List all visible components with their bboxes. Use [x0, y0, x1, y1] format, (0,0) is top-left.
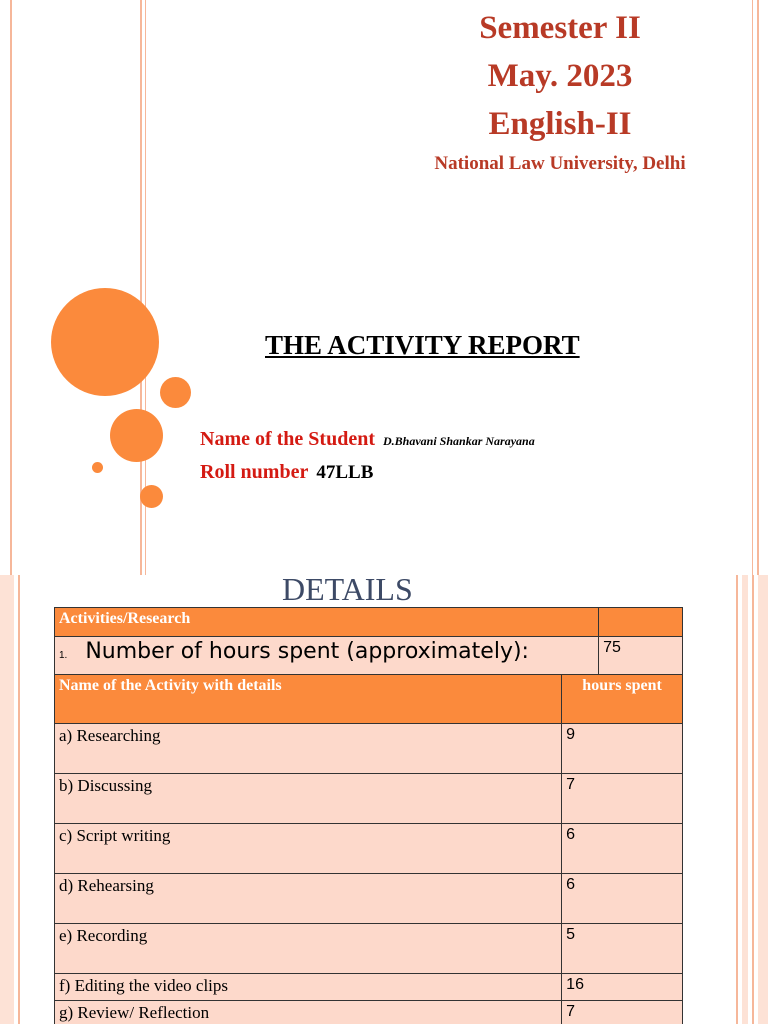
activity-hours-cell: 7 — [562, 774, 683, 824]
activity-name-cell: d) Rehearsing — [55, 874, 562, 924]
semester-title: Semester II — [479, 10, 641, 46]
roll-number-line — [200, 461, 373, 484]
decorative-circle-small — [140, 485, 163, 508]
decorative-band — [0, 575, 14, 1024]
table-section-header-row — [55, 608, 683, 637]
activity-hours-cell: 9 — [562, 724, 683, 774]
activity-name-cell: b) Discussing — [55, 774, 562, 824]
total-hours-prefix: 1. — [59, 650, 68, 661]
date-title: May. 2023 — [487, 58, 633, 94]
decorative-circle-medium — [110, 409, 163, 462]
roll-number-label: Roll number — [200, 461, 309, 483]
report-title: THE ACTIVITY REPORT — [265, 330, 580, 360]
decorative-band — [758, 575, 768, 1024]
activity-hours-cell: 6 — [562, 874, 683, 924]
decorative-band — [742, 575, 748, 1024]
column-header-hours: hours spent — [562, 675, 683, 724]
university-name: National Law University, Delhi — [434, 153, 686, 174]
activity-name-cell: e) Recording — [55, 924, 562, 974]
activity-name-cell: a) Researching — [55, 724, 562, 774]
decorative-circle-dot — [92, 462, 103, 473]
roll-number-value: 47LLB — [316, 462, 374, 483]
activity-name-cell: g) Review/ Reflection — [55, 1001, 562, 1024]
table-column-header-row — [55, 675, 683, 724]
decorative-line — [752, 0, 753, 575]
total-hours-row — [55, 637, 683, 675]
section-header-empty-cell — [599, 608, 683, 637]
student-name-line — [200, 428, 535, 451]
activity-name-cell: c) Script writing — [55, 824, 562, 874]
activity-hours-cell: 7 — [562, 1001, 683, 1024]
course-title: English-II — [488, 106, 632, 142]
activity-hours-cell: 6 — [562, 824, 683, 874]
decorative-line — [10, 0, 12, 575]
decorative-line — [752, 575, 754, 1024]
details-slide — [0, 575, 768, 1024]
activity-table — [54, 607, 683, 1024]
column-header-activity: Name of the Activity with details — [55, 675, 562, 724]
student-name-label: Name of the Student — [200, 428, 375, 450]
table-row — [55, 924, 683, 974]
details-heading: DETAILS — [282, 575, 413, 607]
table-row — [55, 974, 683, 1001]
activity-hours-cell: 16 — [562, 974, 683, 1001]
table-row — [55, 724, 683, 774]
decorative-line — [18, 575, 20, 1024]
activity-name-cell: f) Editing the video clips — [55, 974, 562, 1001]
table-row — [55, 874, 683, 924]
decorative-circle-small — [160, 377, 191, 408]
decorative-line — [736, 575, 738, 1024]
section-header-cell: Activities/Research — [55, 608, 599, 637]
decorative-circle-large — [51, 288, 159, 396]
table-row — [55, 774, 683, 824]
total-hours-value: 75 — [599, 637, 683, 675]
table-row — [55, 824, 683, 874]
total-hours-label: Number of hours spent (approximately): — [85, 639, 529, 664]
table-row — [55, 1001, 683, 1024]
total-hours-label-cell — [55, 637, 599, 675]
student-name-value: D.Bhavani Shankar Narayana — [383, 434, 535, 448]
activity-hours-cell: 5 — [562, 924, 683, 974]
title-block — [400, 4, 720, 178]
decorative-line — [757, 0, 759, 575]
